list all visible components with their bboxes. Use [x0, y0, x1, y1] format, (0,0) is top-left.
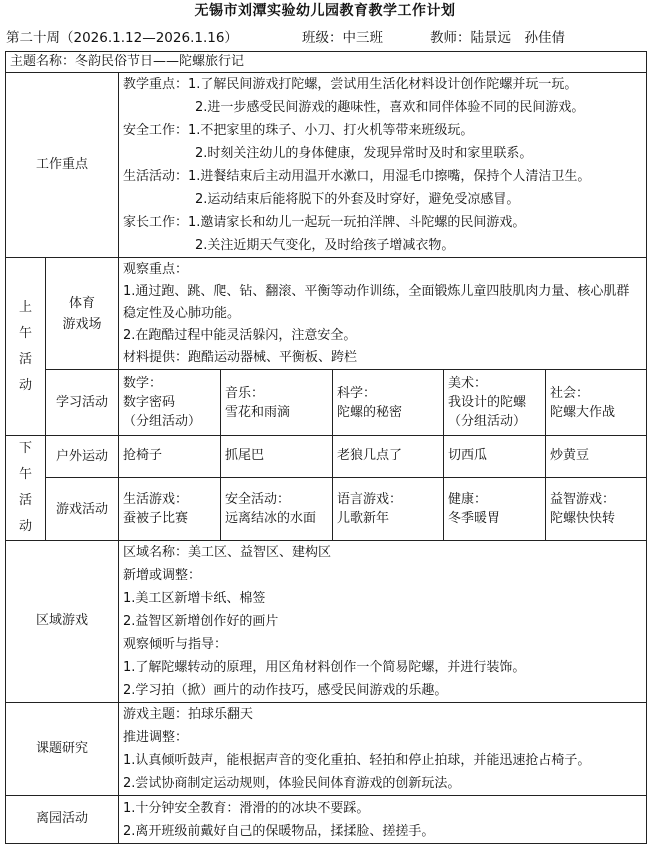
week-period: 第二十周（2026.1.12—2026.1.16） [6, 30, 238, 46]
game-item: 语言游戏： 儿歌新年 [333, 478, 444, 541]
work-line: 2.进一步感受民间游戏的趣味性，喜欢和同伴体验不同的民间游戏。 [195, 100, 585, 115]
work-focus-label-cell [6, 73, 119, 258]
work-line: 家长工作：1.邀请家长和幼儿一起玩一玩拍洋牌、斗陀螺的民间游戏。 [123, 215, 526, 230]
outdoor-item: 炒黄豆 [546, 436, 647, 478]
outdoor-item: 抢椅子 [119, 436, 221, 478]
work-focus-content [119, 73, 647, 258]
topic-cell [6, 52, 647, 73]
work-line: 2.运动结束后能将脱下的外套及时穿好，避免受凉感冒。 [195, 192, 520, 207]
leaving-line: 2.离开班级前戴好自己的保暖物品，揉揉脸、搓搓手。 [123, 823, 435, 839]
area-line: 新增或调整： [123, 568, 202, 583]
afternoon-label [6, 436, 46, 541]
game-item: 健康： 冬季暖胃 [444, 478, 546, 541]
game-item: 安全活动： 远离结冰的水面 [221, 478, 333, 541]
area-line: 2.学习拍（掀）画片的动作技巧，感受民间游戏的乐趣。 [123, 683, 448, 698]
outdoor-label [46, 436, 119, 478]
afternoon-char: 动 [18, 519, 32, 534]
study-label [46, 370, 119, 436]
work-line: 2.关注近期天气变化，及时给孩子增减衣物。 [195, 238, 455, 253]
morning-char: 活 [18, 351, 32, 367]
work-focus-label: 工作重点 [35, 156, 88, 172]
outdoor-label-text: 户外运动 [55, 449, 108, 465]
pe-label-line: 游戏场 [62, 316, 102, 332]
games-label [46, 478, 119, 541]
pe-label-line: 体育 [68, 295, 95, 311]
research-label: 课题研究 [35, 740, 88, 756]
research-line: 游戏主题：拍球乐翻天 [123, 707, 254, 722]
topic-title: 主题名称：冬韵民俗节日——陀螺旅行记 [10, 53, 245, 69]
morning-label [6, 258, 46, 436]
leaving-line: 1.十分钟安全教育：滑滑的的冰块不要踩。 [123, 800, 370, 816]
outdoor-item: 抓尾巴 [221, 436, 333, 478]
work-line: 2.时刻关注幼儿的身体健康，发现异常时及时和家里联系。 [195, 146, 533, 161]
leaving-label: 离园活动 [35, 811, 88, 827]
games-label-text: 游戏活动 [55, 501, 108, 517]
class-name: 班级：中三班 [302, 30, 383, 46]
pe-content [119, 258, 647, 370]
week-info [6, 30, 646, 48]
pe-materials: 材料提供：跑酷运动器械、平衡板、跨栏 [123, 349, 358, 365]
afternoon-char: 午 [18, 467, 32, 482]
work-line: 生活活动：1.进餐结束后主动用温开水漱口，用湿毛巾擦嘴，保持个人清洁卫生。 [123, 169, 591, 184]
study-label-text: 学习活动 [55, 395, 108, 410]
afternoon-char: 下 [18, 441, 32, 456]
leaving-label-cell [6, 796, 119, 844]
study-item: 社会： 陀螺大作战 [546, 370, 647, 436]
area-line: 观察倾听与指导： [123, 637, 228, 652]
area-games-content [119, 541, 647, 703]
game-item: 益智游戏： 陀螺快快转 [546, 478, 647, 541]
study-item: 音乐： 雪花和雨滴 [221, 370, 333, 436]
area-line: 区域名称：美工区、益智区、建构区 [123, 545, 332, 560]
research-line: 1.认真倾听鼓声，能根据声音的变化重拍、轻拍和停止拍球，并能迅速抢占椅子。 [123, 753, 591, 768]
pe-label [46, 258, 119, 370]
study-item: 数学： 数字密码 （分组活动） [119, 370, 221, 436]
research-label-cell [6, 703, 119, 796]
area-games-label: 区域游戏 [35, 613, 88, 629]
work-line: 教学重点：1.了解民间游戏打陀螺，尝试用生活化材料设计创作陀螺并玩一玩。 [123, 77, 578, 92]
outdoor-item: 老狼几点了 [333, 436, 444, 478]
research-line: 推进调整： [123, 730, 189, 745]
game-item: 生活游戏： 蚕被子比赛 [119, 478, 221, 541]
area-games-label-cell [6, 541, 119, 703]
research-line: 2.尝试协商制定运动规则，体验民间体育游戏的创新玩法。 [123, 776, 461, 791]
morning-char: 上 [18, 299, 32, 315]
outdoor-item: 切西瓜 [444, 436, 546, 478]
teacher-names: 教师：陆景远 孙佳倩 [430, 30, 565, 46]
plan-table [5, 51, 647, 844]
page-title: 无锡市刘潭实验幼儿园教育教学工作计划 [194, 3, 456, 19]
study-item: 美术： 我设计的陀螺 （分组活动） [444, 370, 546, 436]
research-content [119, 703, 647, 796]
area-line: 1.美工区新增卡纸、棉签 [123, 591, 266, 606]
morning-char: 午 [18, 325, 32, 341]
afternoon-char: 活 [18, 493, 32, 508]
area-line: 2.益智区新增创作好的画片 [123, 614, 279, 629]
area-line: 1.了解陀螺转动的原理，用区角材料创作一个简易陀螺，并进行装饰。 [123, 660, 526, 675]
pe-observe-text-2: 2.在跑酷过程中能灵活躲闪，注意安全。 [123, 327, 357, 343]
pe-observe-title: 观察重点： [123, 261, 189, 277]
leaving-content [119, 796, 647, 844]
work-line: 安全工作：1.不把家里的珠子、小刀、打火机等带来班级玩。 [123, 123, 474, 138]
study-item: 科学： 陀螺的秘密 [333, 370, 444, 436]
pe-observe-text: 1.通过跑、跳、爬、钻、翻滚、平衡等动作训练，全面锻炼儿童四肢肌肉力量、核心肌群稳定性及心肺功能。 [123, 283, 630, 321]
morning-char: 动 [18, 377, 32, 393]
